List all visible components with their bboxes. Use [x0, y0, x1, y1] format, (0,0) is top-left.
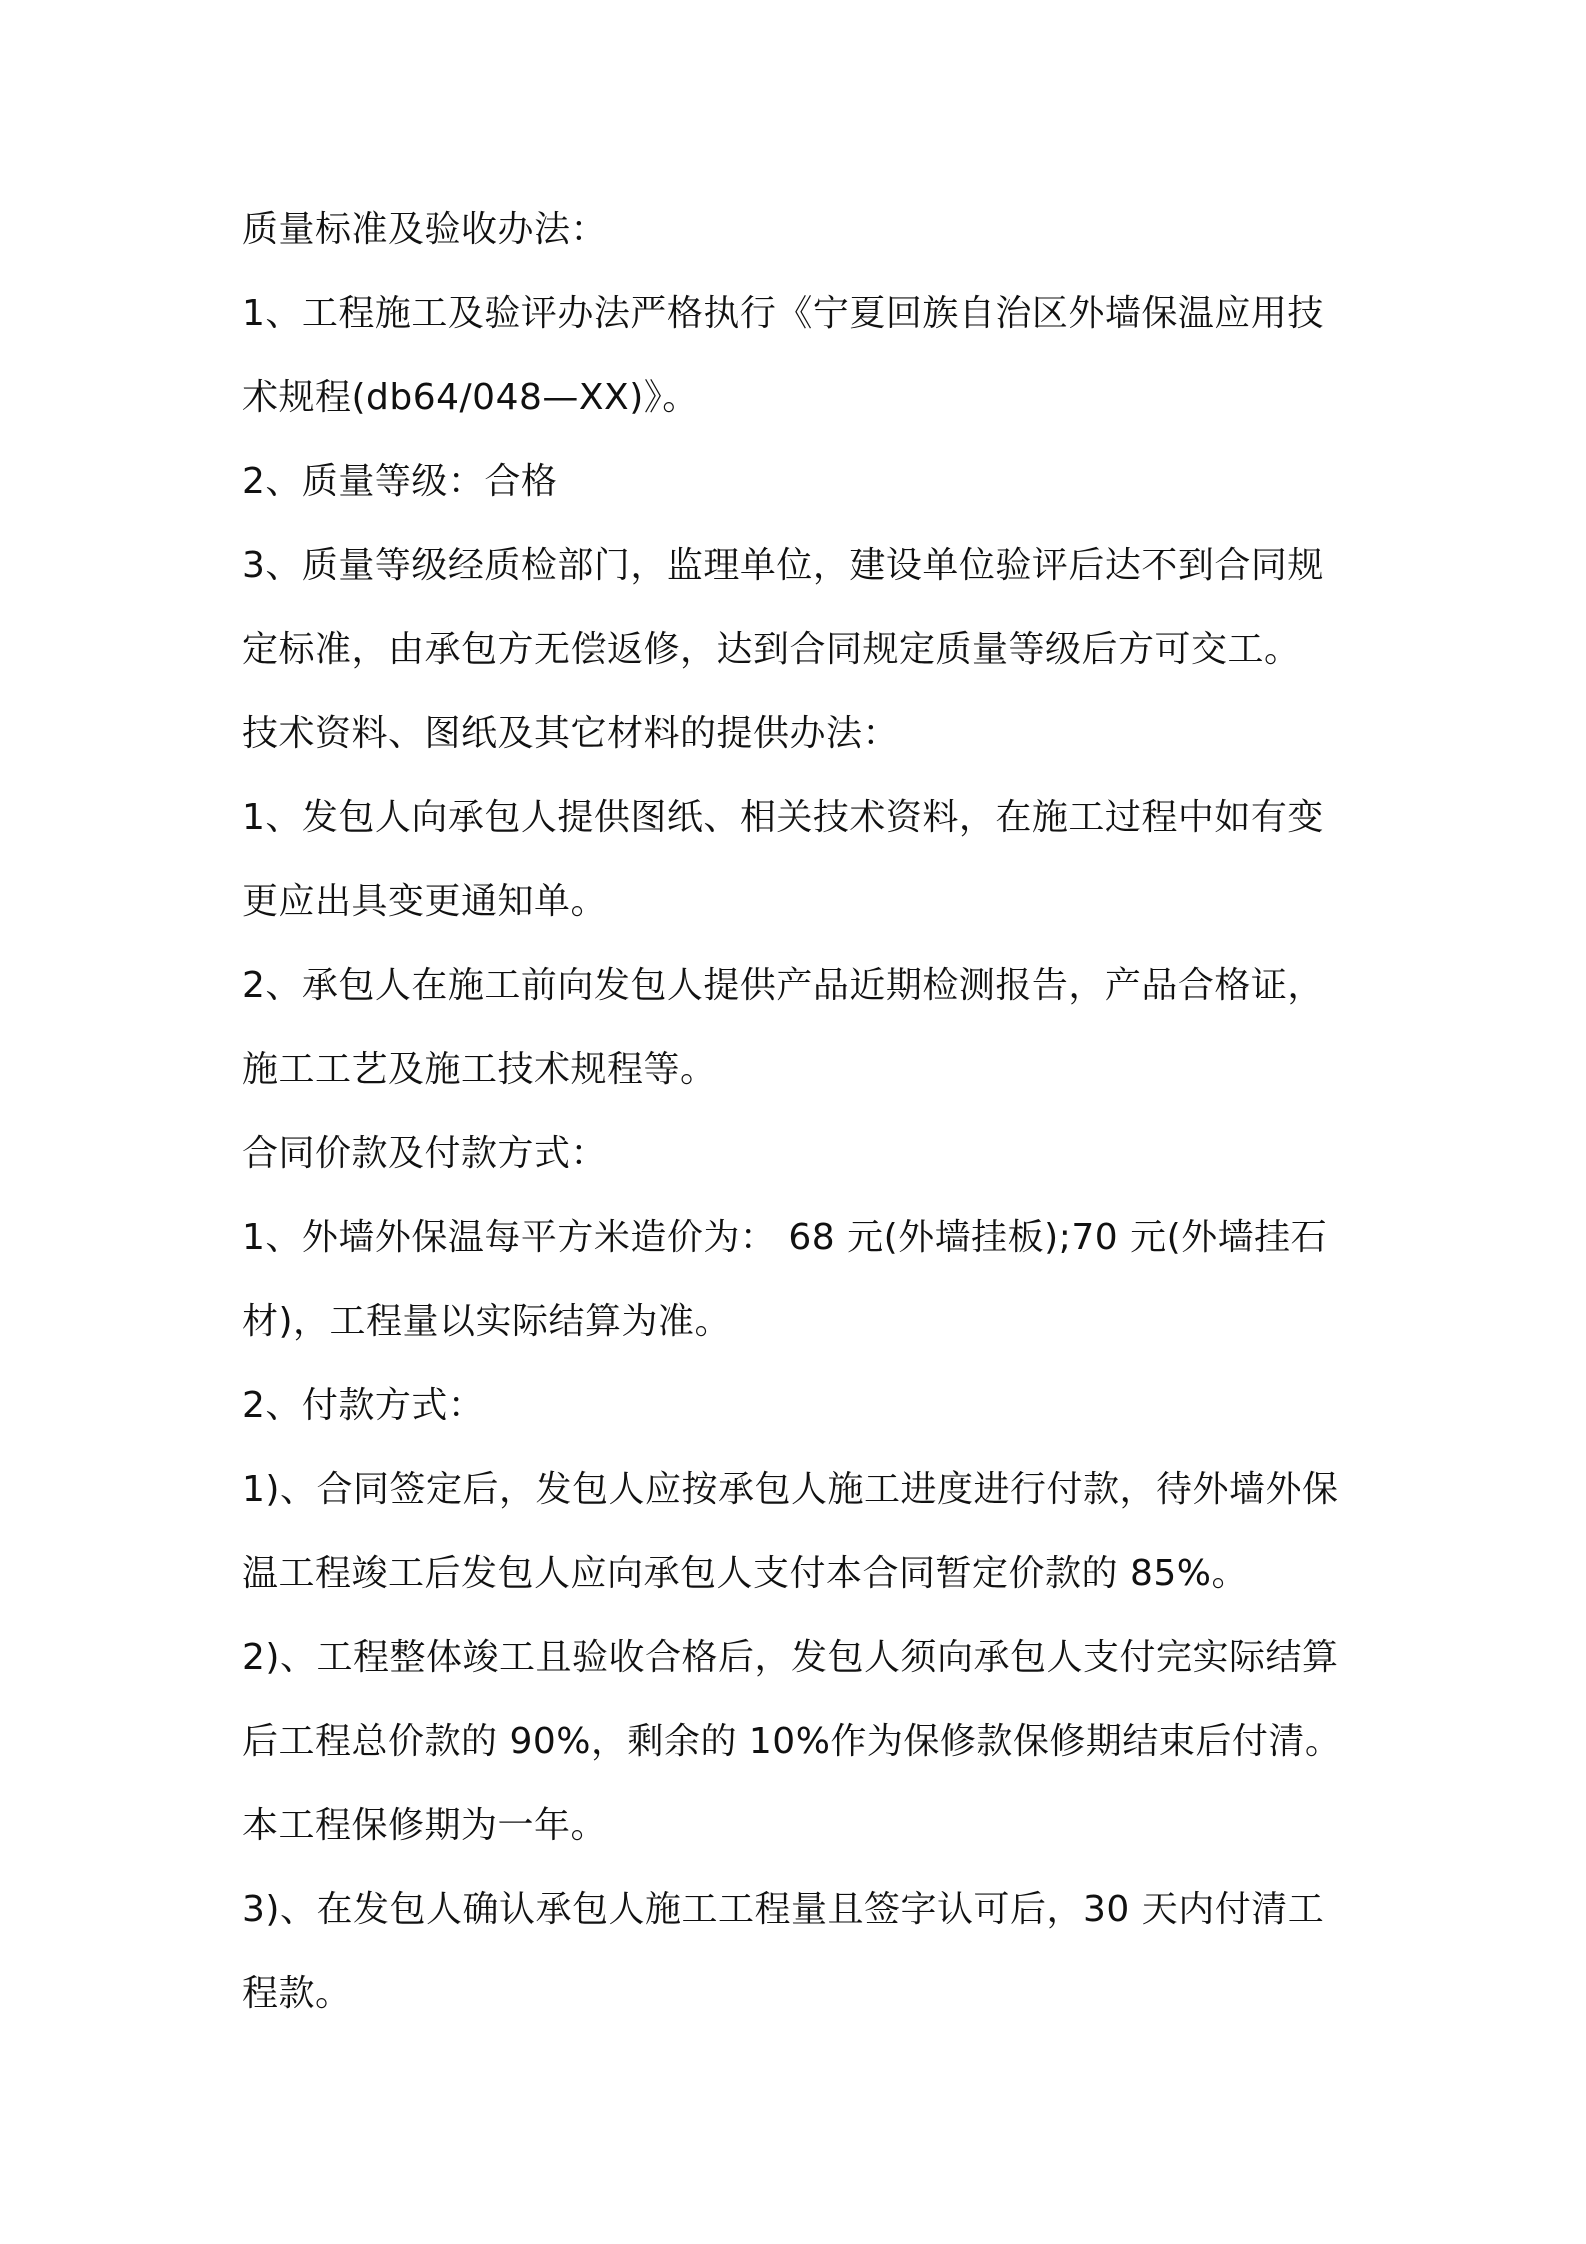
heading-contract-price: 合同价款及付款方式： — [242, 1133, 608, 1174]
text-line: 2、质量等级：合格 — [242, 461, 558, 502]
text-line: 1、外墙外保温每平方米造价为： 68 元(外墙挂板);70 元(外墙挂石 — [242, 1217, 1328, 1258]
text-line: 术规程(db64/048—XX)》。 — [242, 377, 699, 418]
text-line: 温工程竣工后发包人应向承包人支付本合同暂定价款的 85%。 — [242, 1553, 1248, 1594]
text-line: 1、发包人向承包人提供图纸、相关技术资料，在施工过程中如有变 — [242, 797, 1324, 838]
text-line: 本工程保修期为一年。 — [242, 1805, 608, 1846]
text-line: 后工程总价款的 90%，剩余的 10%作为保修款保修期结束后付清。 — [242, 1721, 1342, 1762]
text-line: 2)、工程整体竣工且验收合格后，发包人须向承包人支付完实际结算 — [242, 1637, 1339, 1678]
text-line: 程款。 — [242, 1973, 352, 2014]
text-line: 2、承包人在施工前向发包人提供产品近期检测报告，产品合格证， — [242, 965, 1324, 1006]
text-line: 2、付款方式： — [242, 1385, 485, 1426]
text-line: 施工工艺及施工技术规程等。 — [242, 1049, 717, 1090]
heading-quality-standards: 质量标准及验收办法： — [242, 209, 608, 250]
text-line: 更应出具变更通知单。 — [242, 881, 608, 922]
text-line: 1、工程施工及验评办法严格执行《宁夏回族自治区外墙保温应用技 — [242, 293, 1324, 334]
text-line: 1)、合同签定后，发包人应按承包人施工进度进行付款，待外墙外保 — [242, 1469, 1339, 1510]
text-line: 定标准，由承包方无偿返修，达到合同规定质量等级后方可交工。 — [242, 629, 1301, 670]
text-line: 材)，工程量以实际结算为准。 — [242, 1301, 732, 1342]
text-line: 3)、在发包人确认承包人施工工程量且签字认可后，30 天内付清工 — [242, 1889, 1325, 1930]
text-line: 3、质量等级经质检部门，监理单位，建设单位验评后达不到合同规 — [242, 545, 1324, 586]
heading-technical-materials: 技术资料、图纸及其它材料的提供办法： — [242, 713, 900, 754]
document-body — [242, 198, 1362, 2046]
